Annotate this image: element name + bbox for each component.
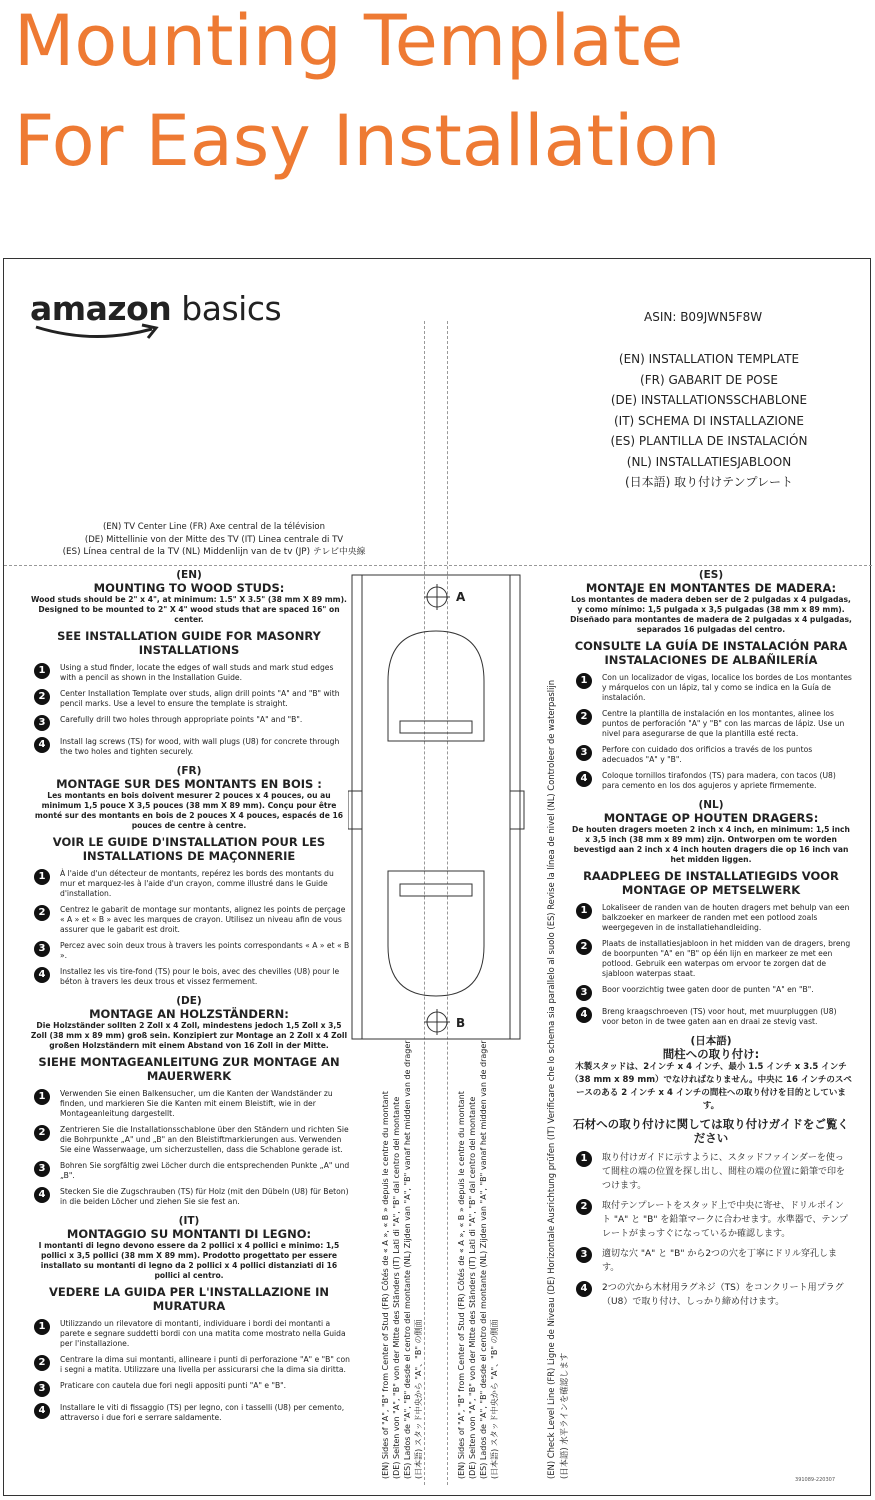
step-number-icon: 4 [34, 967, 50, 983]
step-jp-1 [570, 1151, 852, 1193]
drill-point-a-icon [424, 584, 450, 610]
step-it-1 [28, 1319, 350, 1349]
step-nl-1 [570, 903, 852, 933]
guide-fr: VOIR LE GUIDE D'INSTALLATION POUR LES INSTALLATIONS DE MAÇONNERIE [52, 835, 326, 863]
lang-nl: (NL) [698, 799, 724, 811]
lang-fr: (FR) [176, 765, 202, 777]
step-number-icon: 1 [576, 673, 592, 689]
level-line-text-1: (EN) Check Level Line (FR) Ligne de Niveau (DE) Horizontale Ausrichtung prüfen (IT) Verificare che lo schema sia parallelo al suolo (ES) Revise la línea de nivel (NL) Controleer de waterpaslijn [546, 679, 556, 1479]
step-text: 取り付けガイドに示すように、スタッドファインダーを使って間柱の端の位置を探し出し、間柱の端の位置に鉛筆で印をつけます。 [602, 1153, 846, 1191]
step-es-2 [570, 709, 852, 739]
step-number-icon: 1 [34, 869, 50, 885]
step-jp-4 [570, 1281, 852, 1309]
step-it-3 [28, 1381, 350, 1397]
stud-side-right-line-4: (日本語) スタッド中央から "A"、"B" の側面 [490, 1319, 499, 1479]
title-fr: (FR) GABARIT DE POSE [640, 372, 778, 387]
step-es-1 [570, 673, 852, 703]
heading-fr: MONTAGE SUR DES MONTANTS EN BOIS : [56, 777, 322, 791]
step-text: 適切な穴 "A" と "B" から2つの穴を丁寧にドリル穿孔します。 [602, 1249, 838, 1273]
left-instructions [28, 569, 350, 1423]
stud-side-label-right [456, 1040, 500, 1479]
lang-it: (IT) [178, 1215, 200, 1227]
step-text: Percez avec soin deux trous à travers les points correspondants « A » et « B ». [60, 941, 350, 960]
step-jp-3 [570, 1247, 852, 1275]
step-number-icon: 2 [576, 939, 592, 955]
heading-nl: MONTAGE OP HOUTEN DRAGERS: [603, 811, 819, 825]
step-nl-2 [570, 939, 852, 979]
drill-point-a-label: A [456, 590, 466, 604]
level-line-label [545, 680, 571, 1479]
amazon-basics-logo [30, 289, 281, 328]
center-note-line-3: (ES) Línea central de la TV (NL) Middenlijn van de tv (JP) テレビ中央線 [62, 547, 366, 557]
step-number-icon: 1 [576, 903, 592, 919]
template-titles [594, 349, 824, 493]
step-fr-2 [28, 905, 350, 935]
step-jp-2 [570, 1199, 852, 1241]
bracket-outline-diagram [348, 571, 528, 1051]
title-jp: (日本語) 取り付けテンプレート [624, 475, 794, 489]
step-fr-3 [28, 941, 350, 961]
stud-side-left-line-4: (日本語) スタッド中央から "A"、"B" の側面 [414, 1319, 423, 1479]
step-text: Perfore con cuidado dos orificios a través de los puntos adecuados "A" y "B". [602, 745, 813, 764]
title-de: (DE) INSTALLATIONSSCHABLONE [610, 393, 808, 407]
stud-side-right-line-2: (DE) Seiten von "A", "B" von der Mitte des Ständers (IT) Lati di "A", "B" dal centro del montante [468, 1096, 477, 1479]
lang-de: (DE) [176, 995, 202, 1007]
step-fr-4 [28, 967, 350, 987]
step-number-icon: 4 [576, 771, 592, 787]
step-number-icon: 3 [576, 985, 592, 1001]
step-text: 2つの穴から木材用ラグネジ（TS）をコンクリート用プラグ（U8）で取り付け、しっかり締め付けます。 [602, 1283, 844, 1307]
step-text: Stecken Sie die Zugschrauben (TS) für Holz (mit den Dübeln (U8) für Beton) in die beiden Löcher und ziehen Sie sie fest an. [60, 1187, 349, 1206]
stud-side-left-line-3: (ES) Lados de "A", "B" desde el centro del montante (NL) Zijden van "A", "B" vanaf het midden van de drager [403, 1040, 412, 1479]
heading-es: MONTAJE EN MONTANTES DE MADERA: [585, 581, 837, 595]
headline-line-1: Mounting Template [14, 0, 684, 82]
intro-nl: De houten dragers moeten 2 inch x 4 inch, en minimum: 1,5 inch x 3,5 inch (38 mm x 89 mm) zijn. Ontworpen om te worden bevestigd aan 2 inch x 4 inch houten dragers die op 16 inch van het midden liggen. [572, 825, 850, 864]
step-number-icon: 2 [34, 1355, 50, 1371]
step-de-1 [28, 1089, 350, 1119]
step-number-icon: 4 [34, 1187, 50, 1203]
step-text: Breng kraagschroeven (TS) voor hout, met muurpluggen (U8) voor beton in de twee gaten aan en draai ze stevig vast. [602, 1007, 837, 1026]
step-number-icon: 4 [34, 1403, 50, 1419]
guide-jp: 石材への取り付けに関しては取り付けガイドをご覧ください [573, 1117, 849, 1145]
heading-de: MONTAGE AN HOLZSTÄNDERN: [89, 1007, 289, 1021]
stud-side-left-line-1: (EN) Sides of "A", "B" from Center of Stud (FR) Côtés de « A », « B » depuis le centre du montant [381, 1091, 390, 1479]
intro-es: Los montantes de madera deben ser de 2 pulgadas x 4 pulgadas, y como mínimo: 1,5 pulgada x 3,5 pulgadas (38 mm x 89 mm). Diseñado para montantes de madera de 2 pulgadas x 4 pulgadas, separados 16 pulgadas del centro. [570, 595, 852, 634]
step-number-icon: 1 [34, 1089, 50, 1105]
step-text: À l'aide d'un détecteur de montants, repérez les bords des montants du mur et marquez-les à l'aide d'un crayon, comme illustré dans le Guide d'installation. [60, 869, 334, 898]
drill-point-b-label: B [456, 1016, 466, 1030]
step-text: Boor voorzichtig twee gaten door de punten "A" en "B". [602, 985, 814, 994]
step-text: Install lag screws (TS) for wood, with wall plugs (U8) for concrete through the two holes and tighten securely. [60, 737, 340, 756]
step-number-icon: 1 [34, 1319, 50, 1335]
step-text: Bohren Sie sorgfältig zwei Löcher durch die entsprechenden Punkte „A" und „B". [60, 1161, 350, 1180]
guide-es: CONSULTE LA GUÍA DE INSTALACIÓN PARA INSTALACIONES DE ALBAÑILERÍA [574, 639, 848, 667]
step-fr-1 [28, 869, 350, 899]
heading-jp: 間柱への取り付け: [662, 1047, 760, 1061]
step-es-4 [570, 771, 852, 791]
guide-en: SEE INSTALLATION GUIDE FOR MASONRY INSTALLATIONS [57, 629, 321, 657]
step-text: Plaats de installatiesjabloon in het midden van de dragers, breng de boorpunten "A" en "B" op één lijn en markeer ze met een potlood. Gebruik een waterpas om ervoor te zorgen dat de sjabloon waterpas staat. [602, 939, 851, 978]
step-de-2 [28, 1125, 350, 1155]
guide-nl: RAADPLEEG DE INSTALLATIEGIDS VOOR MONTAGE OP METSELWERK [583, 869, 839, 897]
step-text: Installez les vis tire-fond (TS) pour le bois, avec des chevilles (U8) pour le béton à travers les deux trous et vissez fermement. [60, 967, 340, 986]
tv-center-line-note [4, 521, 424, 559]
step-it-2 [28, 1355, 350, 1375]
step-number-icon: 2 [576, 1199, 592, 1215]
template-sheet [3, 258, 871, 1496]
step-en-1 [28, 663, 350, 683]
step-number-icon: 4 [34, 737, 50, 753]
heading-en: MOUNTING TO WOOD STUDS: [93, 581, 285, 595]
step-number-icon: 3 [34, 1161, 50, 1177]
heading-it: MONTAGGIO SU MONTANTI DI LEGNO: [66, 1227, 312, 1241]
step-text: Con un localizador de vigas, localice los bordes de Los montantes y márquelos con un lápiz, tal y como se indica en la Guía de instalación. [602, 673, 852, 702]
intro-jp: 木製スタッドは、2インチ x 4 インチ、最小 1.5 インチ x 3.5 インチ（38 mm x 89 mm）でなければなりません。中央に 16 インチのスペースのある 2 インチ x 4 インチの間柱への取り付けを目的としています。 [570, 1062, 852, 1111]
step-text: Using a stud finder, locate the edges of wall studs and mark stud edges with a pencil as shown in the Installation Guide. [60, 663, 334, 682]
title-it: (IT) SCHEMA DI INSTALLAZIONE [614, 413, 804, 428]
guide-it: VEDERE LA GUIDA PER L'INSTALLAZIONE IN MURATURA [49, 1285, 329, 1313]
step-number-icon: 1 [576, 1151, 592, 1167]
step-text: Coloque tornillos tirafondos (TS) para madera, con tacos (U8) para cemento en los dos agujeros y apriete firmemente. [602, 771, 836, 790]
step-text: Centrare la dima sui montanti, allineare i punti di perforazione "A" e "B" con i segni a matita. Utilizzare una livella per assicurarsi che la dima sia diritta. [60, 1355, 350, 1374]
step-en-2 [28, 689, 350, 709]
drill-point-b-icon [424, 1009, 450, 1035]
step-nl-3 [570, 985, 852, 1001]
step-number-icon: 3 [34, 941, 50, 957]
title-es: (ES) PLANTILLA DE INSTALACIÓN [610, 434, 808, 448]
intro-it: I montanti di legno devono essere da 2 pollici x 4 pollici e minimo: 1,5 pollici x 3,5 pollici (38 mm X 89 mm). Prodotto progettato per essere installato su montanti di legno da 2 pollici x 4 pollici distanziati di 16 pollici al centro. [38, 1241, 340, 1280]
stud-side-right-line-1: (EN) Sides of "A", "B" from Center of Stud (FR) Côtés de « A », « B » depuis le centre du montant [457, 1091, 466, 1479]
step-number-icon: 3 [34, 1381, 50, 1397]
guide-de: SIEHE MONTAGEANLEITUNG ZUR MONTAGE AN MAUERWERK [38, 1055, 340, 1083]
step-text: 取付テンプレートをスタッド上で中央に寄せ、ドリルポイント "A" と "B" を鉛筆マークに合わせます。水準器で、テンプレートがまっすぐになっているか確認します。 [602, 1201, 848, 1239]
step-nl-4 [570, 1007, 852, 1027]
intro-de: Die Holzständer sollten 2 Zoll x 4 Zoll, mindestens jedoch 1,5 Zoll x 3,5 Zoll (38 mm x 89 mm) groß sein. Konzipiert zur Montage an 2 Zoll x 4 Zoll großen Holzständern mit einem Abstand von 16 Zoll in der Mitte. [30, 1021, 348, 1050]
stud-side-right-line-3: (ES) Lados de "A", "B" desde el centro del montante (NL) Zijden van "A", "B" vanaf het midden van de drager [479, 1040, 488, 1479]
lang-jp: (日本語) [690, 1035, 732, 1047]
step-text: Utilizzando un rilevatore di montanti, individuare i bordi dei montanti a parete e segnare suddetti bordi con una matita come mostrato nella Guida per l'installazione. [60, 1319, 346, 1348]
step-number-icon: 4 [576, 1007, 592, 1023]
step-es-3 [570, 745, 852, 765]
lang-en: (EN) [176, 569, 202, 581]
document-code: 391089-220307 [795, 1477, 835, 1483]
stud-side-label-left [380, 1040, 424, 1479]
step-number-icon: 2 [34, 689, 50, 705]
center-note-line-1: (EN) TV Center Line (FR) Axe central de la télévision [102, 522, 326, 532]
center-note-line-2: (DE) Mittellinie von der Mitte des TV (IT) Linea centrale di TV [84, 534, 344, 545]
logo-suffix: basics [181, 289, 282, 328]
step-text: Center Installation Template over studs, align drill points "A" and "B" with pencil marks. Use a level to ensure the template is straight. [60, 689, 340, 708]
step-number-icon: 2 [34, 1125, 50, 1141]
step-number-icon: 2 [576, 709, 592, 725]
step-text: Carefully drill two holes through appropriate points "A" and "B". [60, 715, 303, 724]
step-number-icon: 4 [576, 1281, 592, 1297]
step-text: Centrez le gabarit de montage sur montants, alignez les points de perçage « A » et « B » avec les marques de crayon. Utilisez un niveau afin de vous assurer que le gabarit est droit. [60, 905, 346, 934]
smile-arrow-icon [34, 323, 164, 343]
step-number-icon: 2 [34, 905, 50, 921]
logo-brand: amazon [30, 289, 172, 328]
title-nl: (NL) INSTALLATIESJABLOON [626, 454, 792, 469]
step-number-icon: 3 [576, 1247, 592, 1263]
step-text: Installare le viti di fissaggio (TS) per legno, con i tasselli (U8) per cemento, attraverso i due fori e serrare saldamente. [60, 1403, 345, 1422]
step-text: Praticare con cautela due fori negli appositi punti "A" e "B". [60, 1381, 287, 1390]
headline-line-2: For Easy Installation [14, 100, 721, 182]
step-text: Zentrieren Sie die Installationsschablone über den Ständern und richten Sie die Bohrpunkte „A" und „B" an den Bleistiftmarkierungen aus. Verwenden Sie eine Wasserwaage, um sicherzustellen, dass die Schablone gerade ist. [60, 1125, 349, 1154]
step-text: Verwenden Sie einen Balkensucher, um die Kanten der Wandständer zu finden, und markieren Sie die Kanten mit einem Bleistift, wie in der Montageanleitung dargestellt. [60, 1089, 333, 1118]
intro-fr: Les montants en bois doivent mesurer 2 pouces x 4 pouces, ou au minimum 1,5 pouce X 3,5 pouces (38 mm X 89 mm). Conçu pour être monté sur des montants en bois de 2 pouces X 4 pouces, espacés de 16 pouces de centre à centre. [34, 791, 344, 830]
step-text: Centre la plantilla de instalación en los montantes, alinee los puntos de perforación "A" y "B" con las marcas de lápiz. Use un nivel para asegurarse de que la plantilla esté recta. [602, 709, 845, 738]
step-it-4 [28, 1403, 350, 1423]
title-en: (EN) INSTALLATION TEMPLATE [618, 352, 800, 366]
step-text: Lokaliseer de randen van de houten dragers met behulp van een balkzoeker en markeer de randen met een potlood zoals weergegeven in de installatiehandleiding. [602, 903, 850, 932]
step-number-icon: 1 [34, 663, 50, 679]
step-en-3 [28, 715, 350, 731]
step-number-icon: 3 [34, 715, 50, 731]
lang-es: (ES) [698, 569, 724, 581]
step-en-4 [28, 737, 350, 757]
step-de-3 [28, 1161, 350, 1181]
level-line-text-2: (日本語) 水平ラインを確認します [559, 1352, 569, 1479]
right-instructions [570, 569, 852, 1309]
intro-en: Wood studs should be 2" x 4", at minimum: 1.5" X 3.5" (38 mm X 89 mm). Designed to be mounted to 2" X 4" wood studs that are spaced 16" on center. [31, 595, 347, 624]
step-de-4 [28, 1187, 350, 1207]
tv-center-line [4, 565, 872, 566]
asin-label: ASIN: B09JWN5F8W [644, 310, 763, 324]
stud-side-left-line-2: (DE) Seiten von "A", "B" von der Mitte des Ständers (IT) Lati di "A", "B" dal centro del montante [392, 1096, 401, 1479]
step-number-icon: 3 [576, 745, 592, 761]
